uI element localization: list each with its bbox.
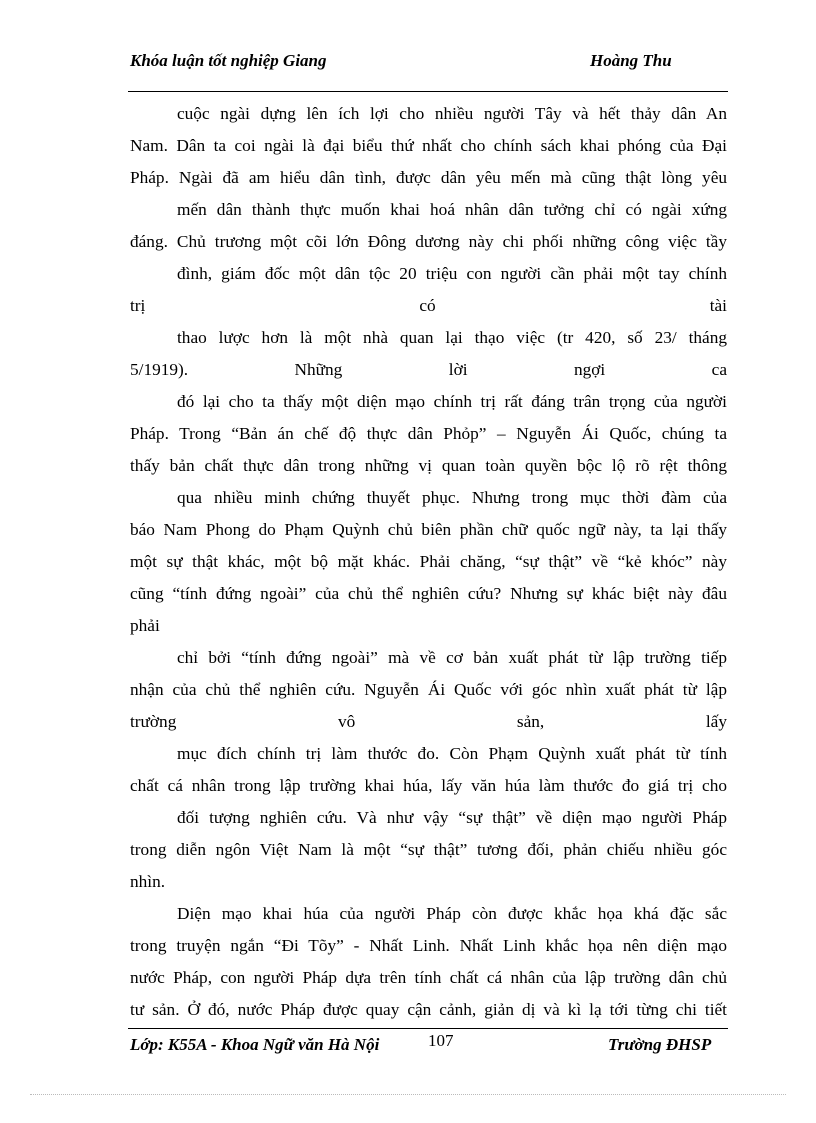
text-line: mục đích chính trị làm thước đo. Còn Phạm Quỳnh xuất phát từ tính: [177, 744, 727, 763]
text-line: phải: [130, 616, 160, 635]
text-line: Diện mạo khai húa của người Pháp còn được khắc họa khá đặc sắc: [177, 904, 727, 923]
text-line: trong diễn ngôn Việt Nam là một “sự thật” tương đối, phản chiếu nhiều góc: [130, 840, 727, 859]
page-bottom-dotted-line: [30, 1094, 786, 1095]
text-line: cũng “tính đứng ngoài” của chủ thể nghiên cứu? Nhưng sự khác biệt này đâu: [130, 584, 727, 603]
header-divider: [128, 91, 728, 92]
text-line: tư sản. Ở đó, nước Pháp được quay cận cảnh, giản dị và kì lạ tới từng chi tiết: [130, 1000, 727, 1019]
text-line: đáng. Chủ trương một cõi lớn Đông dương này chi phối những công việc tầy: [130, 232, 727, 251]
text-line: một sự thật khác, một bộ mặt khác. Phải chăng, “sự thật” về “kẻ khóc” này: [130, 552, 727, 571]
text-line: Nam. Dân ta coi ngài là đại biểu thứ nhất cho chính sách khai phóng của Đại: [130, 136, 727, 155]
text-line: đình, giám đốc một dân tộc 20 triệu con người cần phải một tay chính: [177, 264, 727, 283]
text-line: đối tượng nghiên cứu. Và như vậy “sự thật” về diện mạo người Pháp: [177, 808, 727, 827]
footer-divider: [128, 1028, 728, 1029]
text-line: nhận của chủ thể nghiên cứu. Nguyễn Ái Quốc với góc nhìn xuất phát từ lập: [130, 680, 727, 699]
text-line: đó lại cho ta thấy một diện mạo chính trị rất đáng trân trọng của người: [177, 392, 727, 411]
text-line: Pháp. Ngài đã am hiểu dân tình, được dân yêu mến mà cũng thật lòng yêu: [130, 168, 727, 187]
text-line: nước Pháp, con người Pháp dựa trên tính chất cá nhân của lập trường dân chủ: [130, 968, 727, 987]
text-line: thấy bản chất thực dân trong những vị quan toàn quyền bộc lộ rõ rệt thông: [130, 456, 727, 475]
text-line: chỉ bởi “tính đứng ngoài” mà về cơ bản xuất phát từ lập trường tiếp: [177, 648, 727, 667]
text-line: 5/1919). Những lời ngợi ca: [130, 360, 727, 379]
text-line: thao lược hơn là một nhà quan lại thạo việc (tr 420, số 23/ tháng: [177, 328, 727, 347]
page-number: 107: [428, 1031, 454, 1050]
text-line: cuộc ngài dựng lên ích lợi cho nhiều người Tây và hết thảy dân An: [177, 104, 727, 123]
body-text: [130, 98, 727, 1026]
text-line: nhìn.: [130, 872, 166, 891]
text-line: trường vô sản, lấy: [130, 712, 727, 731]
text-line: Pháp. Trong “Bản án chế độ thực dân Phỏp” – Nguyễn Ái Quốc, chúng ta: [130, 424, 727, 443]
header-right-text: Hoàng Thu: [590, 51, 672, 70]
text-line: qua nhiều minh chứng thuyết phục. Nhưng trong mục thời đàm của: [177, 488, 727, 507]
text-line: mến dân thành thực muốn khai hoá nhân dân tưởng chỉ có ngài xứng: [177, 200, 727, 219]
footer-right-text: Trường ĐHSP: [608, 1035, 712, 1054]
footer-left-text: Lớp: K55A - Khoa Ngữ văn Hà Nội: [130, 1035, 380, 1054]
text-line: trong truyện ngắn “Đi Tõy” - Nhất Linh. Nhất Linh khắc họa nên diện mạo: [130, 936, 727, 955]
text-line: báo Nam Phong do Phạm Quỳnh chủ biên phần chữ quốc ngữ này, ta lại thấy: [130, 520, 727, 539]
text-line: chất cá nhân trong lập trường khai húa, lấy văn húa làm thước đo giá trị cho: [130, 776, 727, 795]
header-left-text: Khóa luận tốt nghiệp Giang: [130, 51, 327, 70]
text-line: trị có tài: [130, 296, 727, 315]
